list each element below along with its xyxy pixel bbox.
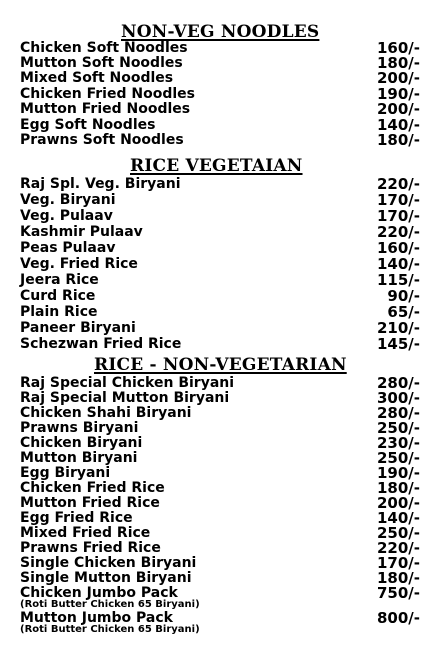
- menu-item: [20, 480, 420, 496]
- menu-item: [20, 390, 420, 406]
- item-price: 220/-: [376, 539, 420, 557]
- item-price: 750/-: [376, 584, 420, 602]
- item-name: Peas Pulaav: [20, 240, 116, 256]
- menu-item: [20, 55, 420, 71]
- item-price: 180/-: [376, 54, 420, 72]
- item-name: Curd Rice: [20, 288, 96, 304]
- item-price: 170/-: [376, 207, 420, 225]
- item-name: Plain Rice: [20, 304, 98, 320]
- menu-item: [20, 272, 420, 288]
- item-price: 210/-: [376, 319, 420, 337]
- menu-item: [20, 132, 420, 148]
- item-name: Raj Special Chicken Biryani: [20, 375, 235, 391]
- item-price: 800/-: [376, 609, 420, 627]
- item-name: Mutton Jumbo Pack: [20, 610, 173, 626]
- item-price: 160/-: [376, 39, 420, 57]
- item-name: Chicken Fried Rice: [20, 480, 165, 496]
- item-name: Egg Fried Rice: [20, 510, 133, 526]
- item-price: 170/-: [376, 191, 420, 209]
- section-heading-rice-non-vegetarian: RICE - NON-VEGETARIAN: [94, 355, 347, 375]
- item-price: 190/-: [376, 464, 420, 482]
- item-name: Veg. Biryani: [20, 192, 116, 208]
- item-name: Paneer Biryani: [20, 320, 136, 336]
- menu-item: [20, 288, 420, 304]
- menu-item: [20, 240, 420, 256]
- item-price: 220/-: [376, 175, 420, 193]
- menu-item: [20, 304, 420, 320]
- item-price: 200/-: [376, 100, 420, 118]
- menu-item: [20, 555, 420, 571]
- item-name: Raj Spl. Veg. Biryani: [20, 176, 181, 192]
- item-name: Mutton Soft Noodles: [20, 55, 183, 71]
- item-price: 180/-: [376, 131, 420, 149]
- item-name: Chicken Shahi Biryani: [20, 405, 192, 421]
- menu-item: [20, 435, 420, 451]
- menu-item: [20, 405, 420, 421]
- item-price: 170/-: [376, 554, 420, 572]
- item-price: 300/-: [376, 389, 420, 407]
- item-price: 145/-: [376, 335, 420, 353]
- menu-item: [20, 510, 420, 526]
- item-name: Egg Biryani: [20, 465, 111, 481]
- item-name: Mutton Biryani: [20, 450, 138, 466]
- menu-item: [20, 117, 420, 133]
- item-price: 140/-: [376, 509, 420, 527]
- item-name: Veg. Fried Rice: [20, 256, 138, 272]
- menu-item: [20, 320, 420, 336]
- item-name: Egg Soft Noodles: [20, 117, 156, 133]
- item-price: 115/-: [376, 271, 420, 289]
- item-price: 140/-: [376, 116, 420, 134]
- item-price: 65/-: [387, 303, 420, 321]
- item-name: Prawns Biryani: [20, 420, 139, 436]
- item-name: Chicken Fried Noodles: [20, 86, 195, 102]
- item-name: Mutton Fried Rice: [20, 495, 160, 511]
- item-price: 250/-: [376, 419, 420, 437]
- item-price: 200/-: [376, 494, 420, 512]
- item-price: 160/-: [376, 239, 420, 257]
- menu-item: [20, 208, 420, 224]
- item-name: Chicken Biryani: [20, 435, 143, 451]
- menu-item: [20, 101, 420, 117]
- menu-item: [20, 525, 420, 541]
- item-name: Mixed Fried Rice: [20, 525, 151, 541]
- item-note: (Roti Butter Chicken 65 Biryani): [20, 624, 200, 635]
- item-name: Mutton Fried Noodles: [20, 101, 191, 117]
- item-price: 180/-: [376, 479, 420, 497]
- item-name: Prawns Fried Rice: [20, 540, 161, 556]
- menu-item: [20, 176, 420, 192]
- item-note: (Roti Butter Chicken 65 Biryani): [20, 599, 200, 610]
- menu-item: [20, 256, 420, 272]
- item-name: Jeera Rice: [20, 272, 99, 288]
- item-name: Chicken Jumbo Pack: [20, 585, 178, 601]
- menu-item: [20, 70, 420, 86]
- menu-item: [20, 465, 420, 481]
- item-price: 90/-: [387, 287, 420, 305]
- menu-item: [20, 86, 420, 102]
- menu-item: [20, 570, 420, 586]
- item-name: Chicken Soft Noodles: [20, 40, 188, 56]
- menu-item: [20, 495, 420, 511]
- menu-item: [20, 540, 420, 556]
- item-name: Raj Special Mutton Biryani: [20, 390, 230, 406]
- item-price: 250/-: [376, 449, 420, 467]
- menu-item-with-note: [20, 584, 420, 610]
- menu-item: [20, 192, 420, 208]
- menu-item: [20, 450, 420, 466]
- item-name: Single Chicken Biryani: [20, 555, 197, 571]
- item-price: 220/-: [376, 223, 420, 241]
- item-price: 280/-: [376, 374, 420, 392]
- menu-item-with-note: [20, 609, 420, 635]
- item-name: Mixed Soft Noodles: [20, 70, 174, 86]
- item-price: 250/-: [376, 524, 420, 542]
- item-name: Single Mutton Biryani: [20, 570, 192, 586]
- menu-item: [20, 40, 420, 56]
- item-name: Prawns Soft Noodles: [20, 132, 184, 148]
- item-price: 230/-: [376, 434, 420, 452]
- item-price: 190/-: [376, 85, 420, 103]
- item-price: 200/-: [376, 69, 420, 87]
- menu-item: [20, 224, 420, 240]
- section-heading-rice-vegetarian: RICE VEGETAIAN: [130, 156, 303, 176]
- item-price: 180/-: [376, 569, 420, 587]
- menu-item: [20, 420, 420, 436]
- item-price: 280/-: [376, 404, 420, 422]
- item-price: 140/-: [376, 255, 420, 273]
- menu-item: [20, 375, 420, 391]
- item-name: Kashmir Pulaav: [20, 224, 143, 240]
- section-heading-non-veg-noodles: NON-VEG NOODLES: [121, 22, 320, 42]
- item-name: Schezwan Fried Rice: [20, 336, 182, 352]
- menu-item: [20, 336, 420, 352]
- item-name: Veg. Pulaav: [20, 208, 113, 224]
